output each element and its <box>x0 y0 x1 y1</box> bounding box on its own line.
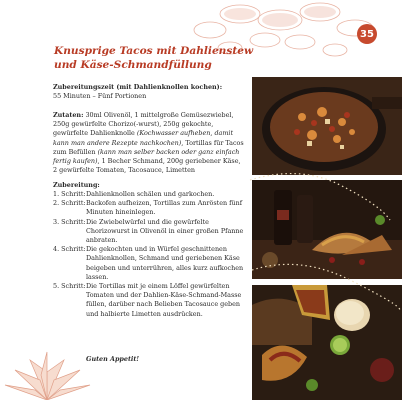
step-number: 2. Schritt: <box>53 199 86 208</box>
step-item <box>53 245 245 282</box>
step-text: Die gekochten und in Würfel geschnittenen Dahlienknollen, Schmand und geriebenen Käse beigeben und unterrühren, alles kurz aufkochen lassen. <box>86 245 244 281</box>
ingredients-note-1: (Kochwasser aufheben, damit kann man andere Rezepte nachkochen) <box>53 129 234 147</box>
prep-time-heading: Zubereitungszeit (mit Dahlienknollen kochen): <box>53 83 223 91</box>
photo-tacos-board <box>252 180 402 279</box>
prep-time-value: 55 Minuten – Fünf Portionen <box>53 92 147 101</box>
ingredients-text-3: , 1 Becher Schmand, 200g geriebener Käse, 2 gewürfelte Tomaten, Tacosauce, Limetten <box>53 157 241 175</box>
ingredients-note-2: (kann man selber backen oder ganz einfach fertig kaufen) <box>53 147 240 166</box>
step-item <box>53 199 245 217</box>
page-number: 35 <box>360 28 374 40</box>
ingredients-label: Zutaten: <box>53 111 84 119</box>
steps-list <box>53 190 245 319</box>
page-number-badge <box>357 24 377 44</box>
steps-heading: Zubereitung: <box>53 181 100 189</box>
step-number: 5. Schritt: <box>53 282 86 291</box>
step-item <box>53 218 245 246</box>
photo-pan-stew <box>252 77 402 175</box>
step-text: Die Tortillas mit je einem Löffel gewürfelten Tomaten und der Dahlien-Käse-Schmand-Masse füllen, darüber nach Belieben Tacosauce geben und halbierte Limetten ausdrücken. <box>86 282 242 318</box>
step-number: 4. Schritt: <box>53 245 86 254</box>
ingredients-text-2: , Tortillas für Tacos zum Befüllen <box>53 138 244 156</box>
ingredients-text-1: 30ml Olivenöl, 1 mittelgroße Gemüsezwiebel, 250g gewürfelte Chorizo(-wurst), 250g gekochte, gewürfelte Dahlienknolle <box>53 111 234 138</box>
step-text: Die Zwiebelwürfel und die gewürfelte Chorizowurst in Olivenöl in einer großen Pfanne anbraten. <box>86 217 244 245</box>
step-item <box>53 282 245 319</box>
recipe-title-line1: Knusprige Tacos mit Dahlienstew <box>54 45 254 57</box>
ingredients-block <box>53 111 245 175</box>
prep-time-block <box>53 83 245 101</box>
photo-tacos-limes <box>252 285 402 400</box>
step-number: 3. Schritt: <box>53 217 86 226</box>
closing-phrase: Guten Appetit! <box>86 355 140 363</box>
recipe-title <box>54 44 354 72</box>
step-item <box>53 190 245 199</box>
step-text: Dahlienknollen schälen und garkochen. <box>86 190 215 198</box>
step-text: Backofen aufheizen, Tortillas zum Anrösten fünf Minuten hineinlegen. <box>86 199 243 217</box>
step-number: 1. Schritt: <box>53 190 86 198</box>
recipe-title-line2: und Käse-Schmandfüllung <box>54 59 212 71</box>
dahlia-flower-bottom-illustration <box>0 320 95 400</box>
